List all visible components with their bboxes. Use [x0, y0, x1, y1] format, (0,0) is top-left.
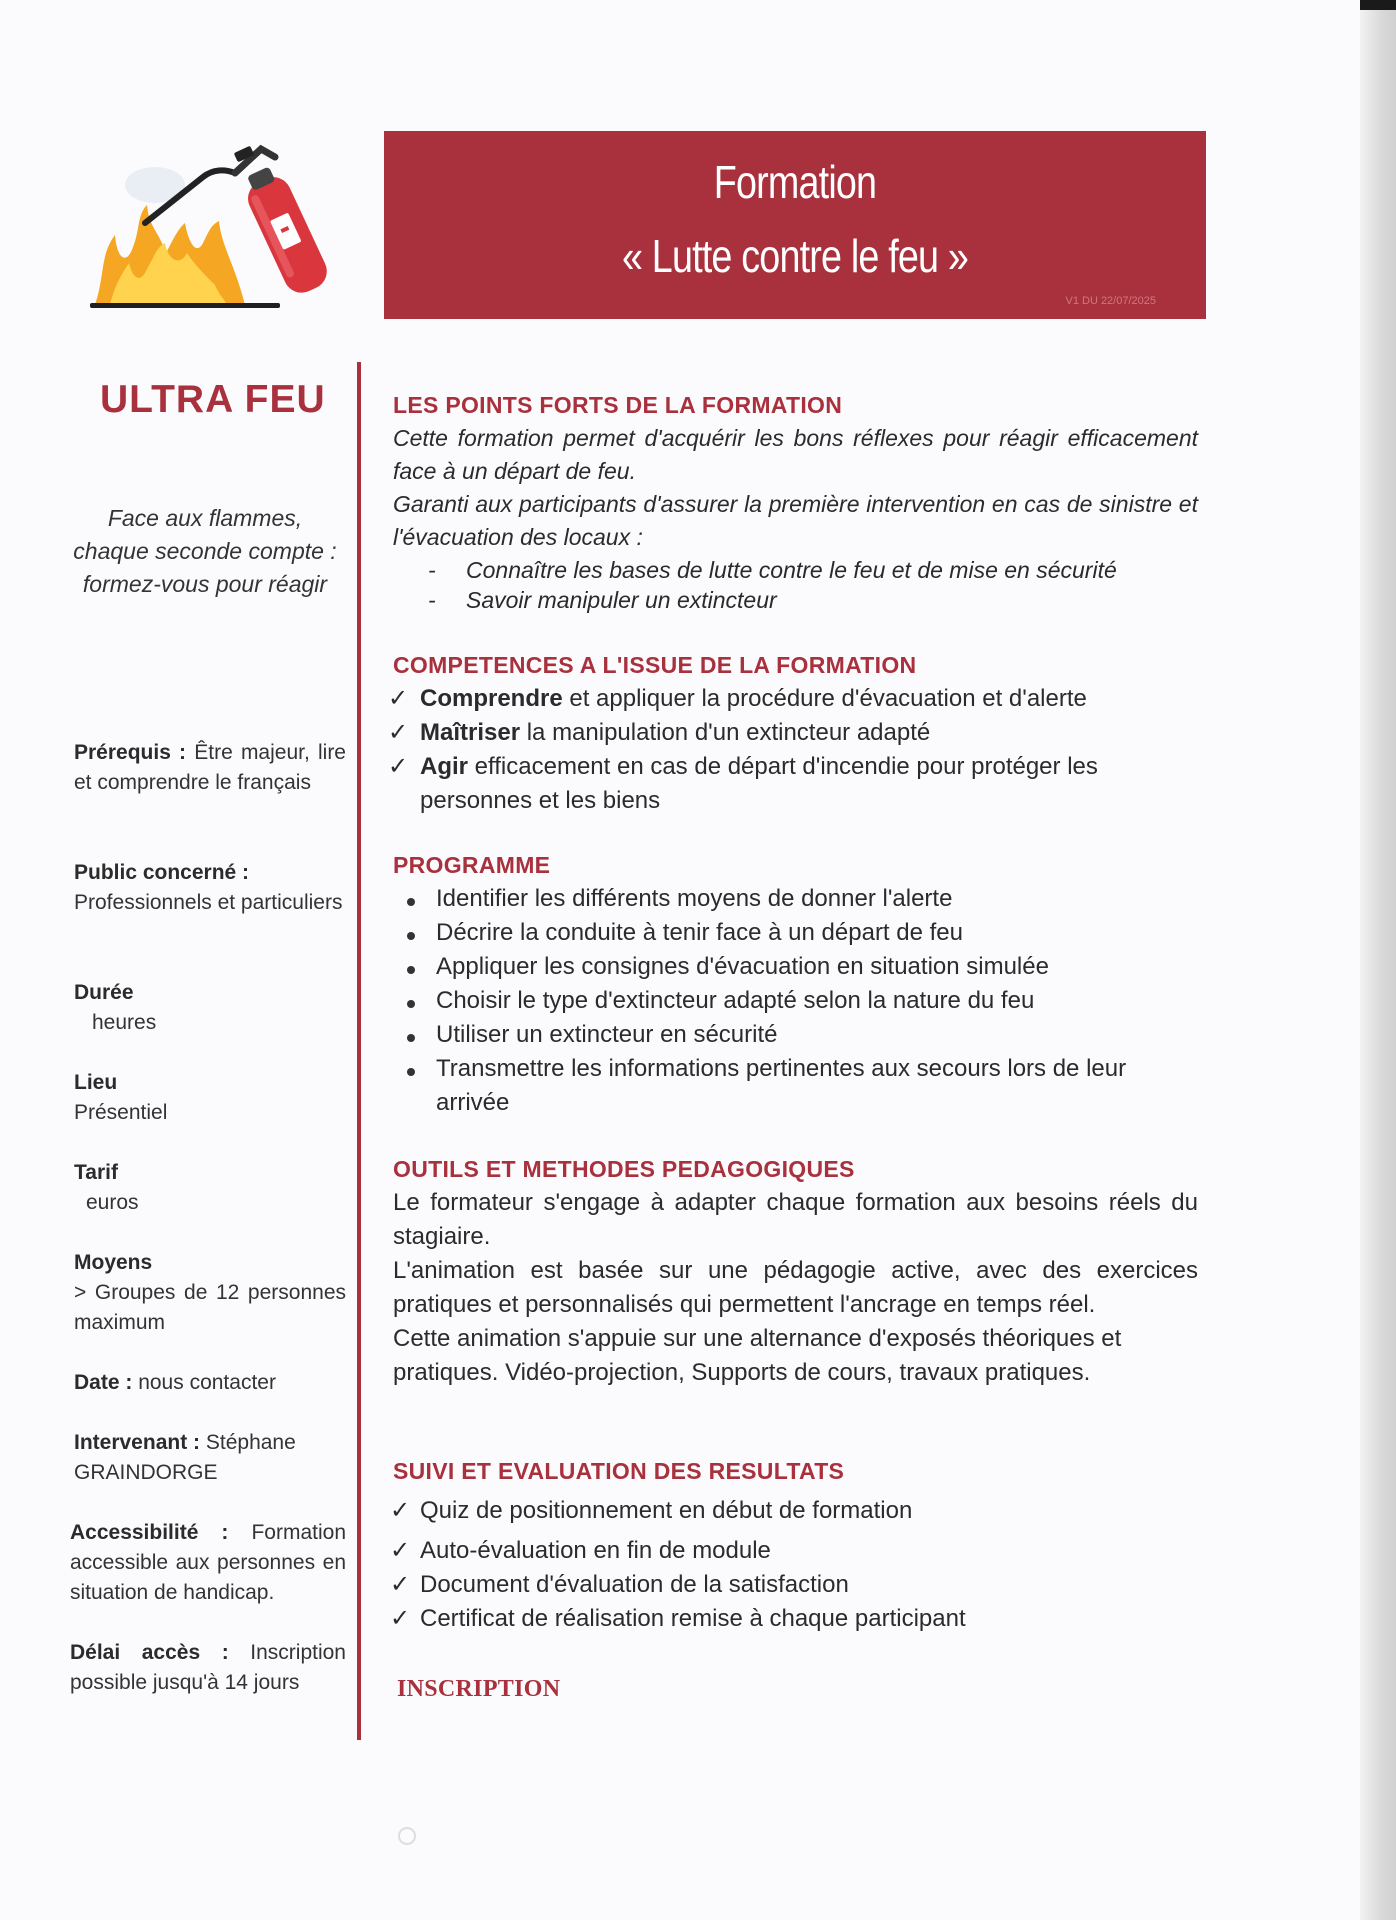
moyens-block [74, 1248, 346, 1338]
check-icon: ✓ [390, 1537, 411, 1564]
programme-item: Décrire la conduite à tenir face à un départ de feu [398, 916, 1198, 950]
tarif-block [74, 1158, 346, 1218]
banner-title: Formation [713, 156, 877, 208]
prerequis-label: Prérequis : [74, 741, 187, 764]
check-icon: ✓ [388, 685, 409, 712]
bullet-icon [407, 966, 415, 974]
section-title-programme: PROGRAMME [393, 852, 551, 878]
public-value: Professionnels et particuliers [74, 891, 343, 914]
section-title-competences: COMPETENCES A L'ISSUE DE LA FORMATION [393, 652, 917, 678]
prerequis-value: Être majeur, lire et comprendre le français [74, 741, 346, 794]
competence-item-3 [388, 750, 1198, 818]
accessibilite-block [70, 1518, 346, 1608]
section-title-inscription: INSCRIPTION [397, 1676, 561, 1702]
section-title-points-forts: LES POINTS FORTS DE LA FORMATION [393, 392, 843, 418]
programme-item: Transmettre les informations pertinentes aux secours lors de leur arrivée [398, 1052, 1198, 1120]
column-divider [357, 362, 361, 1740]
bullet-icon [407, 1000, 415, 1008]
competence-text: et appliquer la procédure d'évacuation et d'alerte [562, 685, 1087, 712]
bullet-icon [407, 1034, 415, 1042]
section-title-suivi: SUIVI ET EVALUATION DES RESULTATS [393, 1458, 845, 1484]
bullet-icon [407, 1068, 415, 1076]
dash-mark: - [428, 587, 436, 613]
date-value: nous contacter [138, 1371, 276, 1394]
delai-label: Délai accès : [70, 1641, 229, 1664]
dash-mark: - [428, 557, 436, 583]
prerequis-block [74, 738, 346, 798]
suivi-item: ✓ Quiz de positionnement en début de formation [390, 1494, 1200, 1528]
scan-edge [1360, 0, 1396, 1920]
points-forts-dash-2 [428, 584, 777, 617]
delai-value: Inscription possible jusqu'à 14 jours [70, 1641, 346, 1694]
suivi-item: ✓ Certificat de réalisation remise à chaque participant [390, 1602, 1200, 1636]
duree-label: Durée [74, 981, 134, 1004]
brand-name: ULTRA FEU [100, 378, 326, 421]
outils-p2: L'animation est basée sur une pédagogie active, avec des exercices pratiques et personnalisés qui permettent l'ancrage en temps réel. [393, 1257, 1198, 1318]
competence-item-2 [388, 716, 1198, 750]
check-icon: ✓ [390, 1497, 411, 1524]
lieu-value: Présentiel [74, 1101, 168, 1124]
outils-p3: Cette animation s'appuie sur une alternance d'exposés théoriques et pratiques. Vidéo-projection, Supports de cours, travaux pratiques. [393, 1325, 1122, 1386]
competence-bold: Maîtriser [420, 719, 521, 746]
check-icon: ✓ [388, 753, 409, 780]
intervenant-value: Stéphane GRAINDORGE [74, 1431, 296, 1484]
date-label: Date : [74, 1371, 133, 1394]
scan-dot-icon [398, 1827, 416, 1845]
programme-item: Choisir le type d'extincteur adapté selon la nature du feu [398, 984, 1198, 1018]
delai-block [70, 1638, 346, 1698]
section-title-outils: OUTILS ET METHODES PEDAGOGIQUES [393, 1156, 855, 1182]
accessibilite-label: Accessibilité : [70, 1521, 229, 1544]
suivi-item: ✓ Document d'évaluation de la satisfaction [390, 1568, 1200, 1602]
competence-item-1 [388, 682, 1198, 716]
slogan: Face aux flammes, chaque seconde compte : formez-vous pour réagir [73, 505, 337, 597]
programme-item: Utiliser un extincteur en sécurité [398, 1018, 1198, 1052]
tarif-value: euros [86, 1191, 139, 1214]
date-block [74, 1368, 346, 1398]
bullet-icon [407, 898, 415, 906]
banner-version: V1 DU 22/07/2025 [1065, 295, 1156, 307]
fire-extinguisher-logo-icon [85, 135, 345, 315]
lieu-label: Lieu [74, 1071, 118, 1094]
lieu-block [74, 1068, 346, 1128]
points-forts-p2: Garanti aux participants d'assurer la première intervention en cas de sinistre et l'évacuation des locaux : [393, 491, 1198, 550]
check-icon: ✓ [388, 719, 409, 746]
check-icon: ✓ [390, 1571, 411, 1598]
scan-corner [1360, 0, 1396, 10]
public-block [74, 858, 346, 918]
moyens-label: Moyens [74, 1251, 153, 1274]
banner-subtitle: « Lutte contre le feu » [621, 230, 969, 282]
intervenant-block [74, 1428, 346, 1488]
bullet-icon [407, 932, 415, 940]
check-icon: ✓ [390, 1605, 411, 1632]
dash-text: Savoir manipuler un extincteur [466, 587, 777, 613]
tarif-label: Tarif [74, 1161, 118, 1184]
competence-bold: Comprendre [420, 685, 563, 712]
suivi-item: ✓ Auto-évaluation en fin de module [390, 1534, 1200, 1568]
public-label: Public concerné : [74, 861, 250, 884]
competence-text: la manipulation d'un extincteur adapté [520, 719, 931, 746]
programme-item: Appliquer les consignes d'évacuation en situation simulée [398, 950, 1198, 984]
programme-item: Identifier les différents moyens de donner l'alerte [398, 882, 1198, 916]
dash-text: Connaître les bases de lutte contre le feu et de mise en sécurité [466, 557, 1117, 583]
intervenant-label: Intervenant : [74, 1431, 201, 1454]
competence-bold: Agir [420, 753, 468, 780]
competence-text: efficacement en cas de départ d'incendie pour protéger les personnes et les biens [420, 753, 1098, 814]
accessibilite-value: Formation accessible aux personnes en situation de handicap. [70, 1521, 346, 1604]
outils-p1: Le formateur s'engage à adapter chaque formation aux besoins réels du stagiaire. [393, 1189, 1198, 1250]
duree-value: heures [92, 1011, 157, 1034]
points-forts-p1: Cette formation permet d'acquérir les bons réflexes pour réagir efficacement face à un départ de feu. [393, 425, 1198, 484]
duree-block [74, 978, 346, 1038]
header-banner [384, 131, 1206, 319]
moyens-value: > Groupes de 12 personnes maximum [74, 1281, 346, 1334]
points-forts-dash-1 [428, 554, 1117, 587]
